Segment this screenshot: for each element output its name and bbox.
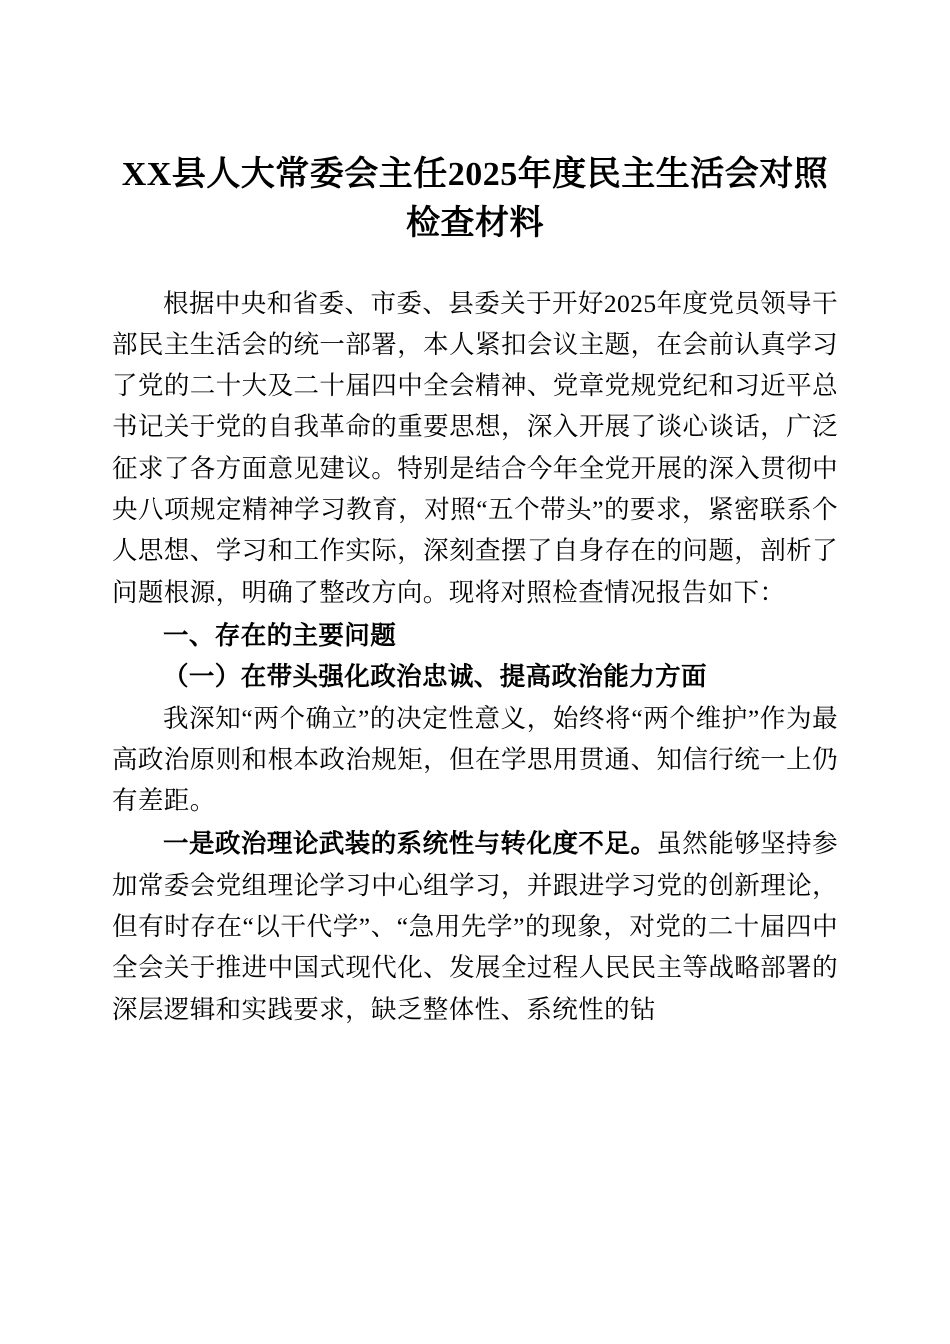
section-heading-main-problems: 一、存在的主要问题	[163, 620, 397, 650]
page-title: XX县人大常委会主任2025年度民主生活会对照检查材料	[121, 156, 829, 243]
subsection-heading-political-loyalty: （一）在带头强化政治忠诚、提高政治能力方面	[163, 662, 707, 692]
paragraph-point-one-lead: 一是政治理论武装的系统性与转化度不足。	[163, 829, 657, 859]
paragraph-intro: 根据中央和省委、市委、县委关于开好2025年度党员领导干部民主生活会的统一部署，本人紧扣会议主题，在会前认真学习了党的二十大及二十届四中全会精神、党章党规党纪和习近平总书记关于党的自我革命的重要思想，深入开展了谈心谈话，广泛征求了各方面意见建议。特别是结合今年全党开展的深入贯彻中央八项规定精神学习教育，对照“五个带头”的要求，紧密联系个人思想、学习和工作实际，深刻查摆了自身存在的问题，剖析了问题根源，明确了整改方向。现将对照检查情况报告如下：	[112, 288, 838, 607]
paragraph-political-loyalty-intro: 我深知“两个确立”的决定性意义，始终将“两个维护”作为最高政治原则和根本政治规矩，但在学思用贯通、知信行统一上仍有差距。	[112, 703, 838, 816]
paragraph-point-one-body: 虽然能够坚持参加常委会党组理论学习中心组学习，并跟进学习党的创新理论，但有时存在“以干代学”、“急用先学”的现象，对党的二十届四中全会关于推进中国式现代化、发展全过程人民民主等战略部署的深层逻辑和实践要求，缺乏整体性、系统性的钻	[112, 829, 838, 1024]
paragraph-point-one	[112, 823, 838, 1029]
